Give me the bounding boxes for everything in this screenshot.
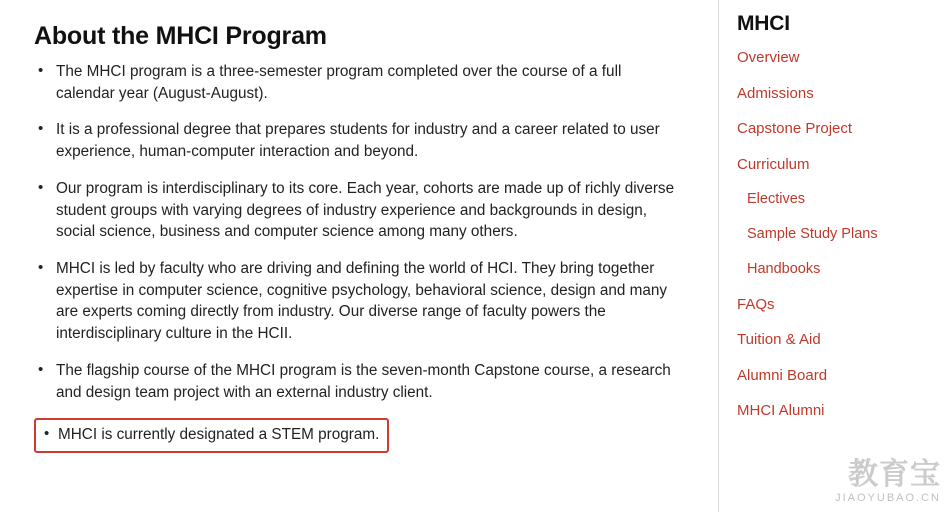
sidebar-item-admissions[interactable]: Admissions (737, 84, 814, 102)
sidebar-item-handbooks[interactable]: Handbooks (747, 260, 821, 277)
sidebar-item-curriculum[interactable]: Curriculum (737, 155, 810, 173)
list-item: • The MHCI program is a three-semester program completed over the course of a full calendar year (August-August). (34, 61, 684, 104)
sidebar-item-sample-study-plans[interactable]: Sample Study Plans (747, 225, 878, 242)
list-item: • The flagship course of the MHCI program is the seven-month Capstone course, a research and design team project with an external industry client. (34, 360, 684, 403)
sidebar-item-capstone-project[interactable]: Capstone Project (737, 120, 853, 137)
page-title: About the MHCI Program (34, 22, 327, 50)
sidebar-item-mhci-alumni[interactable]: MHCI Alumni (737, 402, 825, 420)
sidebar (718, 0, 947, 512)
program-description-list (34, 61, 684, 453)
sidebar-title: MHCI (737, 12, 790, 35)
watermark-main-text: 教育宝 (848, 458, 941, 491)
sidebar-item-overview[interactable]: Overview (737, 49, 800, 66)
highlighted-list-item: • MHCI is currently designated a STEM program. (34, 418, 389, 453)
watermark (835, 460, 941, 504)
sidebar-item-faqs[interactable]: FAQs (737, 295, 775, 313)
sidebar-item-tuition-and-aid[interactable]: Tuition & Aid (737, 331, 821, 349)
list-item: • MHCI is led by faculty who are driving and defining the world of HCI. They bring together expertise in computer science, cognitive psychology, behavioral science, design and many are experts coming directly from industry. Our diverse range of faculty powers the interdisciplinary culture in the HCII. (34, 258, 684, 345)
list-item: • It is a professional degree that prepares students for industry and a career related to user experience, human-computer interaction and beyond. (34, 119, 684, 162)
watermark-sub-text: JIAOYUBAO.CN (835, 492, 941, 504)
sidebar-item-alumni-board[interactable]: Alumni Board (737, 366, 828, 384)
sidebar-item-electives[interactable]: Electives (747, 191, 806, 207)
list-item: • Our program is interdisciplinary to its core. Each year, cohorts are made up of richly diverse student groups with varying degrees of industry experience and backgrounds in design, social science, business and computer science among many others. (34, 178, 684, 243)
